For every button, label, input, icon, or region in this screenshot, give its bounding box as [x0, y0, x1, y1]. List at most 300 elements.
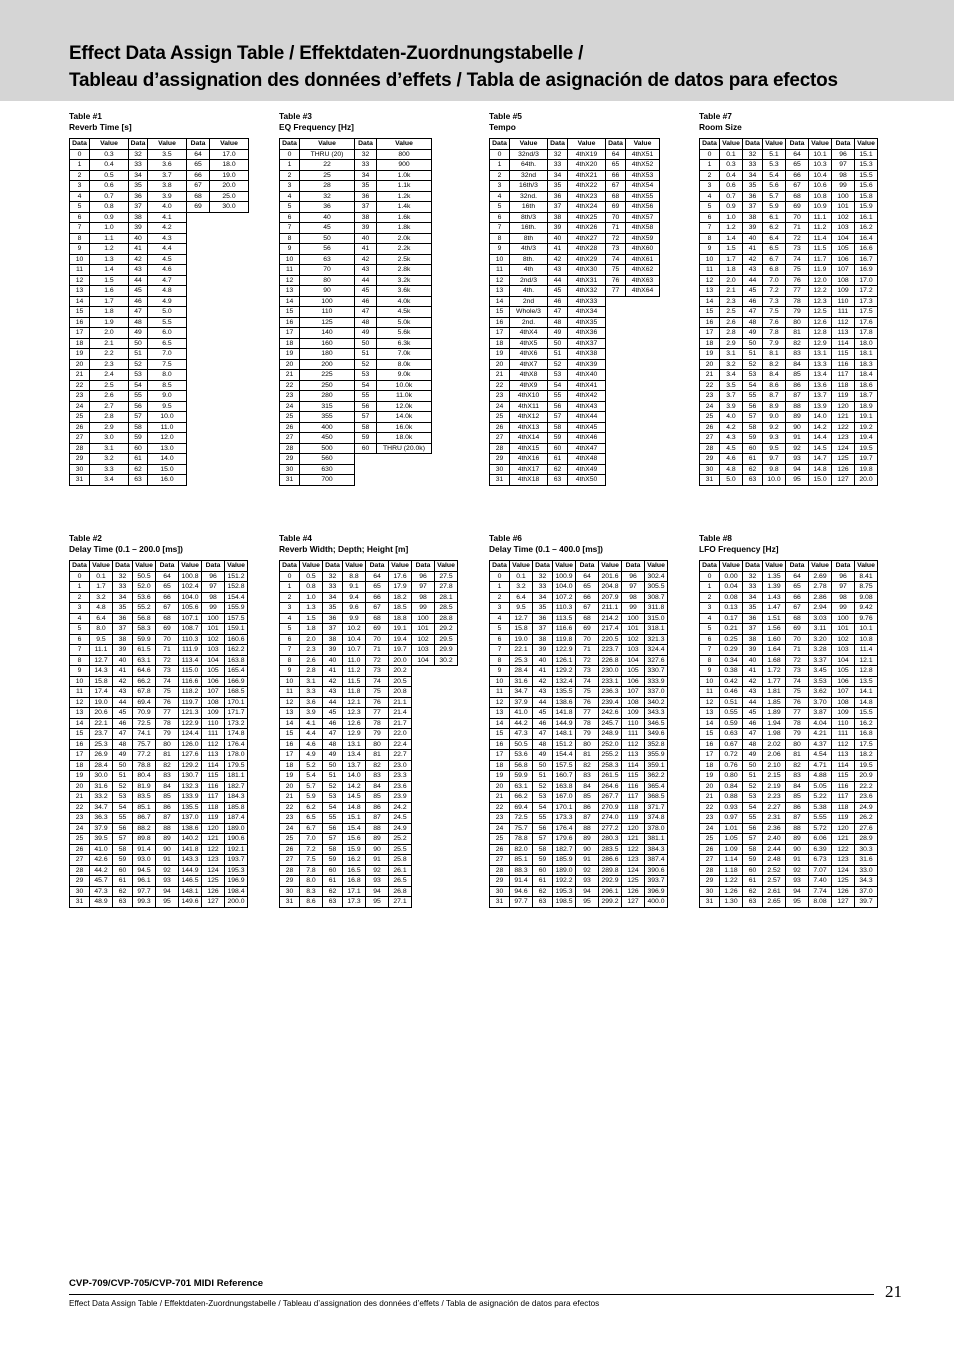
data-cell: 21	[490, 792, 510, 803]
value-cell: 14.7	[809, 454, 832, 465]
data-cell: 45	[743, 286, 763, 297]
table-header-row	[490, 561, 668, 572]
data-cell: 12	[280, 697, 300, 708]
value-cell: 14.5	[809, 443, 832, 454]
value-cell: 13.5	[855, 676, 878, 687]
value-cell: 69.4	[133, 697, 156, 708]
data-cell: 48	[113, 739, 133, 750]
table-row	[490, 475, 660, 486]
value-cell: 10.2	[343, 624, 366, 635]
empty-cell	[412, 865, 435, 876]
value-cell: 17.4	[90, 687, 113, 698]
table-caption	[489, 533, 668, 555]
value-cell: 74.1	[133, 729, 156, 740]
data-cell: 6	[70, 212, 90, 223]
value-cell: 1.2	[720, 223, 743, 234]
data-cell: 2	[280, 592, 300, 603]
value-cell: 135.5	[179, 802, 202, 813]
table-row	[490, 244, 660, 255]
data-cell: 38	[355, 212, 377, 223]
data-cell: 103	[622, 645, 645, 656]
table-row	[700, 813, 878, 824]
empty-cell	[435, 666, 458, 677]
empty-cell	[210, 275, 249, 286]
value-cell: 12.1	[855, 655, 878, 666]
value-cell: 129.2	[553, 666, 576, 677]
empty-cell	[210, 296, 249, 307]
table-row	[700, 286, 878, 297]
data-cell: 27	[70, 855, 90, 866]
data-cell: 36	[113, 613, 133, 624]
empty-cell	[210, 454, 249, 465]
value-cell: 1.94	[763, 718, 786, 729]
data-cell: 31	[280, 897, 300, 908]
table-row	[700, 876, 878, 887]
value-cell: 53.6	[133, 592, 156, 603]
data-cell: 44	[743, 697, 763, 708]
column-header: Value	[389, 561, 412, 572]
table-row	[70, 781, 248, 792]
table-row	[70, 634, 248, 645]
data-cell: 72	[156, 655, 179, 666]
value-cell: 28.4	[90, 760, 113, 771]
value-cell: 63	[300, 254, 355, 265]
data-cell: 2	[70, 592, 90, 603]
data-cell: 29	[70, 876, 90, 887]
empty-cell	[187, 212, 210, 223]
data-cell: 78	[576, 718, 599, 729]
data-cell: 61	[533, 876, 553, 887]
data-cell: 31	[280, 475, 300, 486]
empty-cell	[187, 338, 210, 349]
data-cell: 75	[786, 687, 809, 698]
data-cell: 113	[832, 328, 855, 339]
data-cell: 60	[533, 865, 553, 876]
data-cell: 34	[323, 592, 343, 603]
data-cell: 49	[743, 328, 763, 339]
data-cell: 47	[355, 307, 377, 318]
value-cell: 48.9	[90, 897, 113, 908]
data-cell: 21	[70, 370, 90, 381]
data-cell: 33	[113, 582, 133, 593]
data-cell: 46	[743, 296, 763, 307]
value-cell: 343.3	[645, 708, 668, 719]
value-cell: 9.7	[763, 454, 786, 465]
value-cell: 15.9	[343, 844, 366, 855]
value-cell: 400.0	[645, 897, 668, 908]
data-cell: 120	[202, 823, 225, 834]
table-3-eq-frequency	[279, 111, 432, 486]
data-cell: 38	[113, 634, 133, 645]
value-cell: 4thX9	[510, 380, 548, 391]
table-row	[700, 160, 878, 171]
data-cell: 47	[743, 729, 763, 740]
empty-cell	[412, 687, 435, 698]
data-cell: 50	[129, 338, 148, 349]
value-cell: 6.4	[90, 613, 113, 624]
data-cell: 21	[70, 792, 90, 803]
table-row	[70, 349, 249, 360]
table-row	[490, 212, 660, 223]
value-cell: 10.4	[809, 170, 832, 181]
value-cell: 12.6	[343, 718, 366, 729]
value-cell: 19.1	[855, 412, 878, 423]
table-row	[490, 296, 660, 307]
value-cell: 4thX63	[626, 275, 660, 286]
data-cell: 14	[70, 296, 90, 307]
data-cell: 68	[786, 191, 809, 202]
value-cell: 0.6	[720, 181, 743, 192]
column-header: Data	[548, 139, 568, 150]
data-cell: 89	[156, 834, 179, 845]
data-cell: 70	[156, 634, 179, 645]
table-row	[70, 181, 249, 192]
data-cell: 50	[355, 338, 377, 349]
data-cell: 19	[70, 771, 90, 782]
table-row	[70, 876, 248, 887]
data-cell: 126	[832, 886, 855, 897]
data-cell: 73	[156, 666, 179, 677]
value-cell: 207.9	[599, 592, 622, 603]
table-row	[490, 592, 668, 603]
data-cell: 70	[576, 634, 599, 645]
empty-cell	[210, 401, 249, 412]
value-cell: 15.1	[855, 149, 878, 160]
empty-cell	[412, 855, 435, 866]
data-cell: 99	[832, 603, 855, 614]
data-cell: 87	[366, 813, 389, 824]
data-cell: 29	[700, 876, 720, 887]
data-cell: 10	[280, 676, 300, 687]
value-cell: 13.0	[148, 443, 187, 454]
value-cell: 4thX58	[626, 223, 660, 234]
data-cell: 10	[70, 676, 90, 687]
data-cell: 24	[700, 401, 720, 412]
value-cell: 7.74	[809, 886, 832, 897]
data-cell: 45	[548, 286, 568, 297]
data-cell: 7	[280, 645, 300, 656]
value-cell: 121.3	[179, 708, 202, 719]
table-row	[490, 802, 668, 813]
data-cell: 80	[156, 739, 179, 750]
value-cell: 0.25	[720, 634, 743, 645]
data-cell: 98	[202, 592, 225, 603]
data-cell: 11	[490, 265, 510, 276]
value-cell: 4thX60	[626, 244, 660, 255]
value-cell: 16.2	[343, 855, 366, 866]
data-cell: 35	[113, 603, 133, 614]
data-cell: 120	[832, 823, 855, 834]
value-cell: 159.1	[225, 624, 248, 635]
data-cell: 68	[156, 613, 179, 624]
value-cell: 15.8	[90, 676, 113, 687]
data-cell: 56	[355, 401, 377, 412]
value-cell: 6.5	[148, 338, 187, 349]
value-cell: 3.3	[90, 464, 129, 475]
table-2-delay-time-200	[69, 533, 248, 908]
data-cell: 63	[113, 897, 133, 908]
data-cell: 22	[280, 380, 300, 391]
data-cell: 58	[129, 422, 148, 433]
value-cell: 91.4	[133, 844, 156, 855]
value-cell: 4.8	[148, 286, 187, 297]
data-cell: 110	[832, 296, 855, 307]
value-cell: 6.73	[809, 855, 832, 866]
value-cell: Whole/3	[510, 307, 548, 318]
value-cell: 30.2	[435, 655, 458, 666]
table-row	[280, 317, 432, 328]
data-cell: 42	[129, 254, 148, 265]
value-cell: 5.0k	[377, 317, 432, 328]
value-cell: 13.1	[343, 739, 366, 750]
data-cell: 85	[156, 792, 179, 803]
value-cell: 97.7	[133, 886, 156, 897]
table-row	[490, 876, 668, 887]
data-cell: 42	[743, 676, 763, 687]
data-cell: 62	[129, 464, 148, 475]
data-cell: 65	[606, 160, 626, 171]
data-cell: 48	[533, 739, 553, 750]
value-cell: 4thX48	[568, 454, 606, 465]
value-cell: 2.0	[300, 634, 323, 645]
table-row	[490, 307, 660, 318]
data-cell: 18	[280, 338, 300, 349]
data-cell: 40	[743, 233, 763, 244]
value-cell: 2.10	[763, 760, 786, 771]
value-cell: 5.0	[148, 307, 187, 318]
data-cell: 27	[70, 433, 90, 444]
table-row	[70, 307, 249, 318]
data-cell: 72	[606, 233, 626, 244]
data-cell: 36	[548, 191, 568, 202]
data-cell: 29	[490, 454, 510, 465]
table-row	[70, 254, 249, 265]
value-cell: 182.7	[553, 844, 576, 855]
empty-cell	[412, 750, 435, 761]
value-cell: 16.5	[343, 865, 366, 876]
value-cell: 19.2	[855, 422, 878, 433]
data-cell: 31	[700, 897, 720, 908]
empty-cell	[435, 823, 458, 834]
value-cell: 4thX12	[510, 412, 548, 423]
value-cell: 315.0	[645, 613, 668, 624]
table-row	[700, 655, 878, 666]
table-row	[490, 897, 668, 908]
data-cell: 73	[576, 666, 599, 677]
data-cell: 73	[786, 244, 809, 255]
value-cell: 560	[300, 454, 355, 465]
value-cell: 4thX11	[510, 401, 548, 412]
data-cell: 54	[743, 802, 763, 813]
data-cell: 116	[622, 781, 645, 792]
data-cell: 17	[280, 328, 300, 339]
data-cell: 30	[490, 886, 510, 897]
value-cell: 7.0	[763, 275, 786, 286]
data-cell: 26	[70, 844, 90, 855]
data-cell: 50	[548, 338, 568, 349]
value-cell: 1.47	[763, 603, 786, 614]
data-cell: 26	[70, 422, 90, 433]
data-cell: 90	[786, 422, 809, 433]
value-cell: 2.27	[763, 802, 786, 813]
value-cell: 25.5	[389, 844, 412, 855]
value-cell: 211.1	[599, 603, 622, 614]
table-row	[490, 275, 660, 286]
value-cell: 56	[300, 244, 355, 255]
value-cell: 2.78	[809, 582, 832, 593]
data-cell: 110	[832, 718, 855, 729]
data-cell: 74	[786, 676, 809, 687]
value-cell: 2.5	[90, 380, 129, 391]
table-row	[280, 771, 458, 782]
value-cell: 8.6	[300, 897, 323, 908]
data-cell: 95	[576, 897, 599, 908]
value-cell: 12.1	[343, 697, 366, 708]
value-cell: 318.1	[645, 624, 668, 635]
value-cell: 157.5	[225, 613, 248, 624]
value-cell: 5.3	[763, 160, 786, 171]
value-cell: 4thX42	[568, 391, 606, 402]
value-cell: 45.7	[90, 876, 113, 887]
value-cell: 5.9	[300, 792, 323, 803]
data-cell: 78	[786, 718, 809, 729]
table-caption	[699, 533, 878, 555]
value-cell: 21.7	[389, 718, 412, 729]
data-cell: 117	[832, 370, 855, 381]
table-row	[280, 687, 458, 698]
value-cell: 2nd/3	[510, 275, 548, 286]
value-cell: 16.0k	[377, 422, 432, 433]
data-cell: 99	[622, 603, 645, 614]
data-cell: 57	[743, 412, 763, 423]
data-cell: 68	[576, 613, 599, 624]
value-cell: 4thX26	[568, 223, 606, 234]
empty-cell	[187, 422, 210, 433]
data-cell: 127	[832, 897, 855, 908]
table-row	[280, 370, 432, 381]
data-cell: 60	[323, 865, 343, 876]
value-cell: 4thX46	[568, 433, 606, 444]
value-cell: 3.45	[809, 666, 832, 677]
value-cell: 4thX6	[510, 349, 548, 360]
empty-cell	[187, 307, 210, 318]
table-row	[490, 422, 660, 433]
data-cell: 91	[786, 433, 809, 444]
value-cell: 900	[377, 160, 432, 171]
empty-cell	[412, 760, 435, 771]
value-cell: 24.9	[855, 802, 878, 813]
data-cell: 83	[576, 771, 599, 782]
data-cell: 115	[832, 349, 855, 360]
data-cell: 4	[70, 191, 90, 202]
value-cell: 151.2	[553, 739, 576, 750]
data-cell: 21	[700, 792, 720, 803]
table-row	[280, 645, 458, 656]
table-row	[700, 792, 878, 803]
value-cell: 122.9	[179, 718, 202, 729]
value-cell: 20.0	[389, 655, 412, 666]
data-cell: 90	[786, 844, 809, 855]
value-cell: 12.0k	[377, 401, 432, 412]
table-row	[280, 307, 432, 318]
value-cell: 201.6	[599, 571, 622, 582]
column-header: Value	[809, 139, 832, 150]
value-cell: 180	[300, 349, 355, 360]
data-cell: 49	[548, 328, 568, 339]
column-header: Data	[490, 561, 510, 572]
data-cell: 9	[700, 244, 720, 255]
value-cell: 17.3	[855, 296, 878, 307]
value-cell: 0.46	[720, 687, 743, 698]
empty-cell	[435, 687, 458, 698]
value-cell: 15.0	[148, 464, 187, 475]
value-cell: 125	[300, 317, 355, 328]
empty-cell	[626, 464, 660, 475]
data-cell: 69	[786, 202, 809, 213]
data-cell: 118	[622, 802, 645, 813]
column-header: Data	[622, 561, 645, 572]
value-cell: 223.7	[599, 645, 622, 656]
value-cell: 185.9	[553, 855, 576, 866]
table-row	[280, 296, 432, 307]
empty-cell	[355, 454, 377, 465]
data-cell: 49	[533, 750, 553, 761]
value-cell: 0.63	[720, 729, 743, 740]
value-cell: 42.6	[90, 855, 113, 866]
value-cell: 7.5	[300, 855, 323, 866]
value-cell: 11.9	[809, 265, 832, 276]
data-cell: 111	[832, 729, 855, 740]
value-cell: 64.6	[133, 666, 156, 677]
data-cell: 94	[786, 886, 809, 897]
value-cell: 22.7	[389, 750, 412, 761]
value-cell: 126.0	[179, 739, 202, 750]
data-cell: 82	[786, 760, 809, 771]
empty-cell	[210, 254, 249, 265]
value-cell: 12.7	[510, 613, 533, 624]
data-cell: 55	[323, 813, 343, 824]
data-cell: 71	[576, 645, 599, 656]
data-cell: 105	[832, 244, 855, 255]
data-cell: 84	[156, 781, 179, 792]
data-cell: 18	[70, 760, 90, 771]
data-cell: 83	[786, 349, 809, 360]
table-row	[70, 676, 248, 687]
value-cell: 14.0k	[377, 412, 432, 423]
column-header: Value	[763, 561, 786, 572]
column-header: Value	[510, 561, 533, 572]
value-cell: 47.3	[510, 729, 533, 740]
empty-cell	[187, 349, 210, 360]
table-row	[490, 813, 668, 824]
empty-cell	[435, 739, 458, 750]
data-cell: 24	[490, 401, 510, 412]
value-cell: 16.0	[148, 475, 187, 486]
table-row	[490, 443, 660, 454]
value-cell: 17.5	[855, 307, 878, 318]
data-cell: 14	[280, 296, 300, 307]
table-row	[280, 571, 458, 582]
value-cell: 7.3	[763, 296, 786, 307]
data-cell: 20	[280, 781, 300, 792]
value-cell: 97.7	[510, 897, 533, 908]
value-cell: 302.4	[645, 571, 668, 582]
value-cell: 50.5	[133, 571, 156, 582]
data-table	[699, 560, 878, 908]
value-cell: 80.4	[133, 771, 156, 782]
data-cell: 107	[832, 265, 855, 276]
data-cell: 19	[70, 349, 90, 360]
